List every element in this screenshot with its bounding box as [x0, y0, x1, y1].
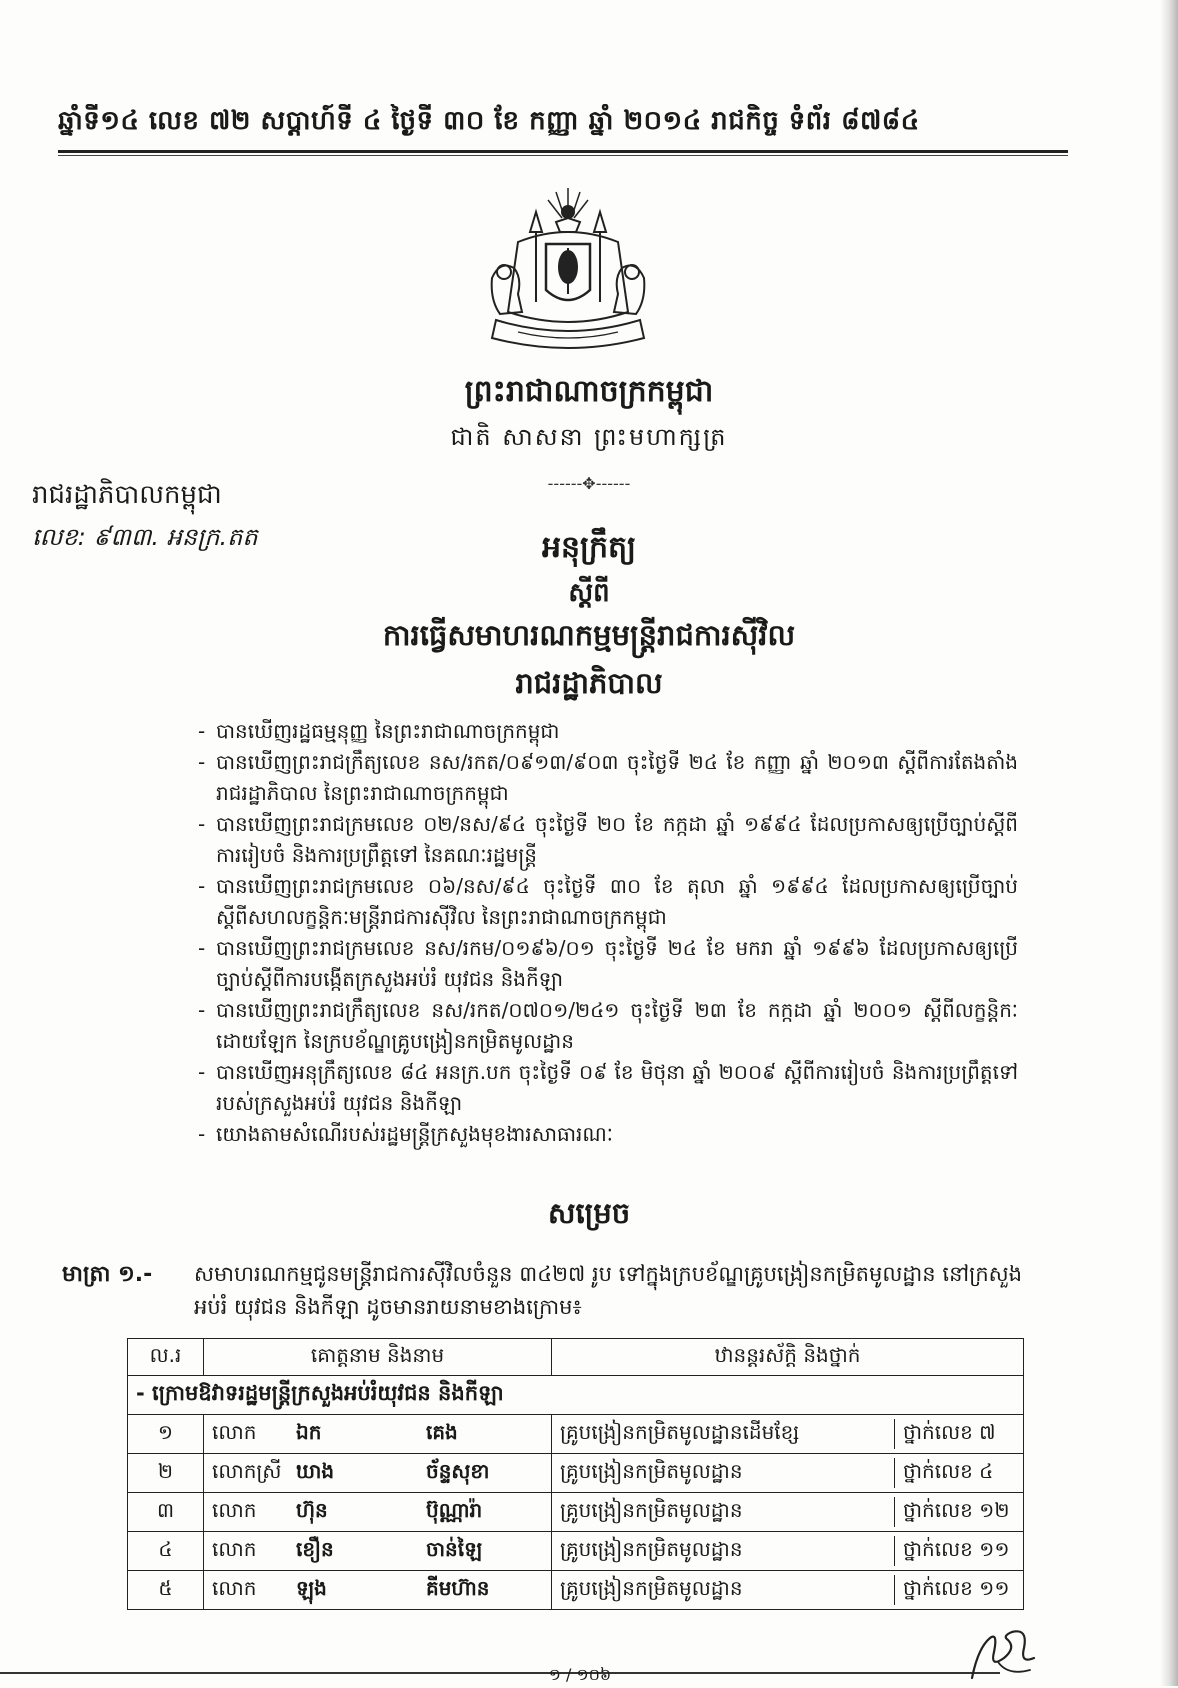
- doc-authority-title: រាជរដ្ឋាភិបាល: [515, 666, 663, 700]
- table-row: [128, 1493, 1024, 1532]
- preamble-list: [198, 716, 1018, 1150]
- document-number: លេខ: ៩៣៣. អនក្រ.តត: [32, 523, 258, 551]
- honorific: លោកស្រី: [212, 1459, 282, 1483]
- family-name: ឃាង: [296, 1459, 335, 1483]
- honorific: លោក: [212, 1576, 257, 1600]
- family-name: ហ៊ុន: [296, 1498, 328, 1522]
- row-name: [204, 1415, 552, 1454]
- family-name: ឡុង: [296, 1576, 327, 1600]
- article-1: [62, 1258, 1022, 1324]
- family-name: ឯក: [296, 1420, 322, 1444]
- preamble-item: - បានឃើញព្រះរាជក្រមលេខ ០៦/នស/៩៤ ចុះថ្ងៃទី ៣០ ខែ តុលា ឆ្នាំ ១៩៩៤ ដែលប្រកាសឲ្យប្រើច្បាប់ស្តីពីសហលក្ខន្តិកៈមន្ត្រីរាជការស៊ីវិល នៃព្រះរាជាណាចក្រកម្ពុជា: [198, 871, 1018, 933]
- col-header-position: ឋានន្តរស័ក្តិ និងថ្នាក់: [552, 1339, 1024, 1376]
- position-title: គ្រូបង្រៀនកម្រិតមូលដ្ឋាន: [560, 1537, 743, 1561]
- row-number: ៤: [128, 1532, 204, 1571]
- page-number: ១ / ១០៦: [548, 1665, 612, 1684]
- grade-level: ថ្នាក់លេខ ៧: [894, 1419, 1023, 1449]
- royal-coat-of-arms-icon: [478, 182, 658, 357]
- family-name: ខឿន: [296, 1537, 334, 1561]
- group-label: - ក្រោមឱវាទរដ្ឋមន្ត្រីក្រសួងអប់រំយុវជន និងកីឡា: [128, 1376, 1024, 1415]
- ornament-divider: ------✥------: [547, 474, 631, 493]
- table-row: [128, 1415, 1024, 1454]
- national-motto: ជាតិ សាសនា ព្រះមហាក្សត្រ: [450, 423, 728, 451]
- article-label: មាត្រា ១.-: [62, 1262, 153, 1287]
- issuer-name: រាជរដ្ឋាភិបាលកម្ពុជា: [32, 480, 222, 510]
- row-name: [204, 1454, 552, 1493]
- grade-level: ថ្នាក់លេខ ១២: [894, 1497, 1023, 1527]
- doc-subject-title: ការធ្វើសមាហរណកម្មមន្ត្រីរាជការស៊ីវិល: [382, 618, 796, 652]
- given-name: គីមហ៊ាន: [426, 1576, 490, 1600]
- row-number: ៥: [128, 1571, 204, 1610]
- row-position: [552, 1532, 1024, 1571]
- position-title: គ្រូបង្រៀនកម្រិតមូលដ្ឋានដើមខ្សែ: [560, 1420, 800, 1444]
- given-name: ចាន់ឡៃ: [426, 1537, 483, 1561]
- honorific: លោក: [212, 1537, 257, 1561]
- header-rule: [58, 150, 1068, 153]
- table-row: [128, 1454, 1024, 1493]
- preamble-item: - បានឃើញអនុក្រឹត្យលេខ ៨៤ អនក្រ.បក ចុះថ្ងៃទី ០៩ ខែ មិថុនា ឆ្នាំ ២០០៩ ស្តីពីការរៀបចំ និងការប្រព្រឹត្តទៅរបស់ក្រសួងអប់រំ យុវជន និងកីឡា: [198, 1057, 1018, 1119]
- row-name: [204, 1493, 552, 1532]
- row-number: ៣: [128, 1493, 204, 1532]
- position-title: គ្រូបង្រៀនកម្រិតមូលដ្ឋាន: [560, 1459, 743, 1483]
- honorific: លោក: [212, 1420, 257, 1444]
- row-name: [204, 1571, 552, 1610]
- table-group-row: [128, 1376, 1024, 1415]
- grade-level: ថ្នាក់លេខ ១១: [894, 1536, 1023, 1566]
- gazette-header: ឆ្នាំទី១៤ លេខ ៧២ សប្តាហ៍ទី ៤ ថ្ងៃទី ៣០ ខែ កញ្ញា ឆ្នាំ ២០១៤ រាជកិច្ច ទំព័រ ៨៧៨៤: [58, 106, 920, 136]
- row-position: [552, 1415, 1024, 1454]
- kingdom-name: ព្រះរាជាណាចក្រកម្ពុជា: [464, 374, 714, 409]
- table-row: [128, 1532, 1024, 1571]
- position-title: គ្រូបង្រៀនកម្រិតមូលដ្ឋាន: [560, 1498, 743, 1522]
- doc-type-title: អនុក្រឹត្យ: [541, 530, 637, 565]
- doc-title-connector: ស្តីពី: [568, 578, 610, 608]
- row-position: [552, 1493, 1024, 1532]
- preamble-item: - បានឃើញព្រះរាជក្រឹត្យលេខ នស/រកត/០៩១៣/៩០៣ ចុះថ្ងៃទី ២៤ ខែ កញ្ញា ឆ្នាំ ២០១៣ ស្តីពីការតែងតាំងរាជរដ្ឋាភិបាល នៃព្រះរាជាណាចក្រកម្ពុជា: [198, 747, 1018, 809]
- honorific: លោក: [212, 1498, 257, 1522]
- scan-edge-shadow: [1160, 0, 1178, 1686]
- preamble-item: - បានឃើញរដ្ឋធម្មនុញ្ញ នៃព្រះរាជាណាចក្រកម្ពុជា: [198, 716, 1018, 747]
- preamble-item: - បានឃើញព្រះរាជក្រមលេខ ០២/នស/៩៤ ចុះថ្ងៃទី ២០ ខែ កក្កដា ឆ្នាំ ១៩៩៤ ដែលប្រកាសឲ្យប្រើច្បាប់ស្តីពីការរៀបចំ និងការប្រព្រឹត្តទៅ នៃគណៈរដ្ឋមន្ត្រី: [198, 809, 1018, 871]
- grade-level: ថ្នាក់លេខ ១១: [894, 1575, 1023, 1605]
- position-title: គ្រូបង្រៀនកម្រិតមូលដ្ឋាន: [560, 1576, 743, 1600]
- given-name: ច័ន្ទសុខា: [426, 1459, 490, 1483]
- given-name: ប៊ុណ្ណារ៉ា: [426, 1498, 483, 1522]
- row-position: [552, 1454, 1024, 1493]
- row-name: [204, 1532, 552, 1571]
- row-position: [552, 1571, 1024, 1610]
- row-number: ២: [128, 1454, 204, 1493]
- col-header-name: គោត្តនាម និងនាម: [204, 1339, 552, 1376]
- col-header-number: ល.រ: [128, 1339, 204, 1376]
- table-row: [128, 1571, 1024, 1610]
- preamble-item: - បានឃើញព្រះរាជក្រឹត្យលេខ នស/រកត/០៧០១/២៤១ ចុះថ្ងៃទី ២៣ ខែ កក្កដា ឆ្នាំ ២០០១ ស្តីពីលក្ខន្តិកៈដោយឡែក នៃក្របខ័ណ្ឌគ្រូបង្រៀនកម្រិតមូលដ្ឋាន: [198, 995, 1018, 1057]
- staff-table: [127, 1338, 1024, 1610]
- given-name: គេង: [426, 1420, 458, 1444]
- grade-level: ថ្នាក់លេខ ៤: [894, 1458, 1023, 1488]
- preamble-item: - យោងតាមសំណើរបស់រដ្ឋមន្ត្រីក្រសួងមុខងារសាធារណៈ: [198, 1119, 1018, 1150]
- table-header-row: [128, 1339, 1024, 1376]
- article-text: សមាហរណកម្មជូនមន្ត្រីរាជការស៊ីវិលចំនួន ៣៤២៧ រូប ទៅក្នុងក្របខ័ណ្ឌគ្រូបង្រៀនកម្រិតមូលដ្ឋាន នៅក្រសួងអប់រំ យុវជន និងកីឡា ដូចមានរាយនាមខាងក្រោម៖: [194, 1262, 1022, 1319]
- decision-heading: សម្រេច: [547, 1196, 631, 1230]
- row-number: ១: [128, 1415, 204, 1454]
- header-rule-thin: [58, 155, 1068, 156]
- initials-signature-icon: [968, 1618, 1048, 1682]
- preamble-item: - បានឃើញព្រះរាជក្រមលេខ នស/រកម/០១៩៦/០១ ចុះថ្ងៃទី ២៤ ខែ មករា ឆ្នាំ ១៩៩៦ ដែលប្រកាសឲ្យប្រើច្បាប់ស្តីពីការបង្កើតក្រសួងអប់រំ យុវជន និងកីឡា: [198, 933, 1018, 995]
